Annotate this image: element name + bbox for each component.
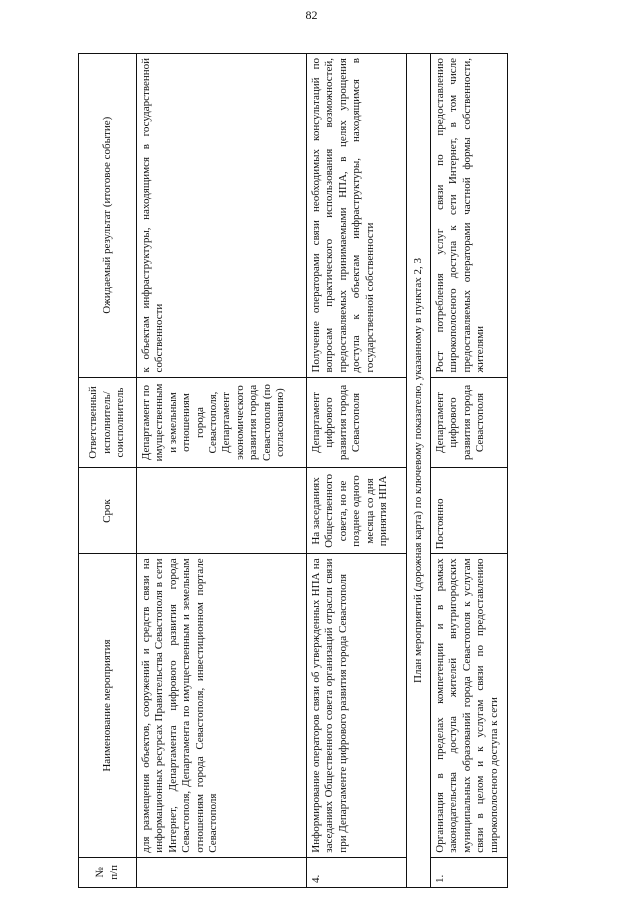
row-result: к объектам инфраструктуры, находящимся в государственной собственности: [137, 54, 307, 378]
row-responsible: Департамент цифрового развития города Севастополя: [307, 377, 407, 468]
table-row: [431, 54, 508, 888]
row-term: Постоянно: [431, 468, 508, 554]
row-responsible: Департамент цифрового развития города Севастополя: [431, 377, 508, 468]
roadmap-table: [78, 53, 508, 888]
row-num: [137, 857, 307, 887]
row-term: [137, 468, 307, 554]
page-number: 82: [305, 8, 318, 22]
row-responsible: Департамент по имущественным и земельным отношениям города Севастополя, Департамент экономического развития города Севастополя (по согласованию): [137, 377, 307, 468]
row-name: для размещения объектов, сооружений и средств связи на информационных ресурсах Правительства Севастополя в сети Интернет, Департамента цифрового развития города Севастополя, Департамента по имущественным и земельным отношениям города Севастополя, инвестиционном портале Севастополя: [137, 554, 307, 857]
row-name: Организация в пределах компетенции и в рамках законодательства доступа жителей внутригородских муниципальных образований города Севастополя к услугам связи в целом и к услугам связи по предоставлению широкополосного доступа к сети: [431, 554, 508, 857]
header-num: № п/п: [79, 857, 137, 887]
table-row: [307, 54, 407, 888]
header-name: Наименование мероприятия: [79, 554, 137, 857]
row-result: Рост потребления услуг связи по предоставлению широкополосного доступа к сети Интернет, в том числе предоставляемых операторами частной формы собственности, жителями: [431, 54, 508, 378]
row-num: 4.: [307, 857, 407, 887]
header-term: Срок: [79, 468, 137, 554]
table-row: [137, 54, 307, 888]
plan-heading: План мероприятий (дорожная карта) по ключевому показателю, указанному в пунктах 2, 3: [407, 54, 431, 888]
row-result: Получение операторами связи необходимых консультаций по вопросам практического использования возможностей, предоставляемых принимаемыми НПА, в целях упрощения доступа к объектам инфраструктуры, находящимся в государственной собственности: [307, 54, 407, 378]
header-result: Ожидаемый результат (итоговое событие): [79, 54, 137, 378]
row-term: На заседаниях Общественного совета, но не позднее одного месяца со дня принятия НПА: [307, 468, 407, 554]
row-num: 1.: [431, 857, 508, 887]
row-name: Информирование операторов связи об утвержденных НПА на заседаниях Общественного совета организаций отрасли связи при Департаменте цифрового развития города Севастополя: [307, 554, 407, 857]
rotated-table-container: [78, 53, 508, 888]
table-header-row: [79, 54, 137, 888]
header-responsible: Ответственный исполнитель/ соисполнитель: [79, 377, 137, 468]
plan-heading-row: [407, 54, 431, 888]
